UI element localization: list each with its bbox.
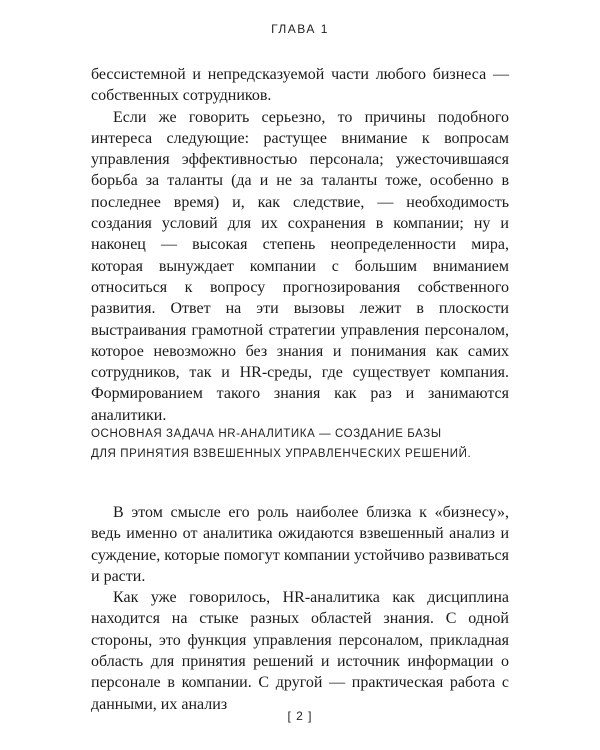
body-text-bottom bbox=[91, 502, 509, 715]
page-number: [ 2 ] bbox=[287, 709, 313, 723]
paragraph-role: В этом смысле его роль наиболее близка к «бизнесу», ведь именно от аналитика ожидаются взвешенный анализ и суждение, которые помогут компании устойчиво развиваться и расти. bbox=[91, 504, 509, 585]
paragraph-discipline: Как уже говорилось, HR-аналитика как дисциплина находится на стыке разных областей знания. С одной стороны, это функция управления персоналом, прикладная область для принятия решений и источник информации о персонале в компании. С другой — практическая работа с данными, их анализ bbox=[91, 589, 509, 713]
pull-quote-line-2: ДЛЯ ПРИНЯТИЯ ВЗВЕШЕННЫХ УПРАВЛЕНЧЕСКИХ РЕШЕНИЙ. bbox=[91, 448, 472, 460]
paragraph-reasons: Если же говорить серьезно, то причины подобного интереса следующие: растущее внимание к вопросам управления эффективностью персонала; ужесточившаяся борьба за таланты (да и не за таланты тоже, особенно в последнее время) и, как следствие, — необходимость создания условий для их сохранения в компании; ну и наконец — высокая степень неопределенности мира, которая вынуждает компании с большим вниманием относиться к вопросу прогнозирования собственного развития. Ответ на эти вызовы лежит в плоскости выстраивания грамотной стратегии управления персоналом, которое невозможно без знания и понимания как самих сотрудников, так и HR-среды, где существует компания. Формированием такого знания как раз и занимаются аналитики. bbox=[91, 108, 509, 424]
paragraph-continuation: бессистемной и непредсказуемой части любого бизнеса — собственных сотрудников. bbox=[91, 66, 509, 105]
pull-quote bbox=[91, 424, 509, 464]
pull-quote-line-1: ОСНОВНАЯ ЗАДАЧА HR-АНАЛИТИКА — СОЗДАНИЕ БАЗЫ bbox=[91, 428, 442, 440]
chapter-header: ГЛАВА 1 bbox=[271, 22, 329, 36]
body-text-top bbox=[91, 64, 509, 426]
